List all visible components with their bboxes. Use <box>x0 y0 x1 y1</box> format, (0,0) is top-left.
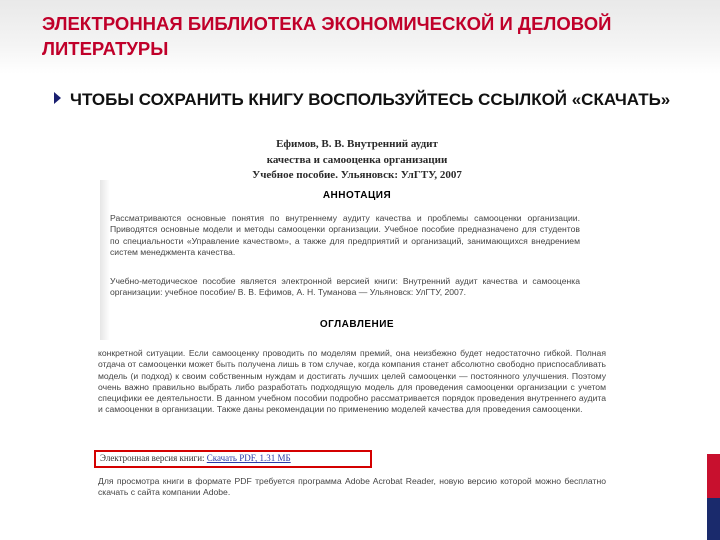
slide-title <box>42 11 702 61</box>
edition-paragraph: Учебно-методическое пособие является электронной версией книги: Внутренний аудит качества и самооценка организации: учебное пособие/ В. В. Ефимов, А. Н. Туманова — Ульяновск: УлГТУ, 2007. <box>110 276 580 298</box>
body-paragraph: конкретной ситуации. Если самооценку проводить по моделям премий, она неизбежно будет недостаточно гибкой. Полная отдача от самооценки может быть получена лишь в том случае, когда компания станет абсолютно свободно приспосабливать модель (и подход) к своим собственным нуждам и достигать лучших целей самооценки — постоянного улучшения. Поэтому очень важно правильно выбрать либо разработать подходящую модель для проведения самооценки организации с учетом специфики ее деятельности. В данном учебном пособии подробно рассматривается порядок проведения внутреннего аудита и самооценки в организации. Также даны рекомендации по применению моделей качества для проведения самооценки. <box>98 348 606 415</box>
annotation-paragraph: Рассматриваются основные понятия по внутреннему аудиту качества и проблемы самооценки организации. Приводятся основные модели и методы самооценки организации. Учебное пособие предназначено для студентов по специальности «Управление качеством», а также для предприятий и организаций, занимающихся внедрением систем менеджмента качества. <box>110 213 580 257</box>
book-citation <box>92 137 622 184</box>
book-line-2: качества и самооценка организации <box>266 153 448 166</box>
instruction-text: ЧТОБЫ СОХРАНИТЬ КНИГУ ВОСПОЛЬЗУЙТЕСЬ ССЫЛКОЙ «СКАЧАТЬ» <box>70 90 671 109</box>
scan-edge-shadow <box>100 180 110 340</box>
slide-title-line2: ЛИТЕРАТУРЫ <box>42 38 169 59</box>
book-line-1: Ефимов, В. В. Внутренний аудит <box>276 138 438 150</box>
slide-title-line1: ЭЛЕКТРОННАЯ БИБЛИОТЕКА ЭКОНОМИЧЕСКОЙ И ДЕЛОВОЙ <box>42 13 612 34</box>
download-label: Электронная версия книги: <box>100 453 205 463</box>
toc-heading: ОГЛАВЛЕНИЕ <box>319 319 395 330</box>
download-pdf-link[interactable]: Скачать PDF, 1.31 МБ <box>206 453 291 463</box>
decor-bar-blue <box>707 498 720 540</box>
triangle-bullet-icon <box>54 92 61 104</box>
download-line <box>100 453 291 463</box>
footer-paragraph: Для просмотра книги в формате PDF требуется программа Adobe Acrobat Reader, новую версию которой можно бесплатно скачать с сайта компании Adobe. <box>98 476 606 498</box>
decor-bar-red <box>707 454 720 498</box>
instruction-bullet <box>42 86 702 113</box>
book-line-3: Учебное пособие. Ульяновск: УлГТУ, 2007 <box>252 169 462 181</box>
annotation-heading: АННОТАЦИЯ <box>322 190 392 201</box>
